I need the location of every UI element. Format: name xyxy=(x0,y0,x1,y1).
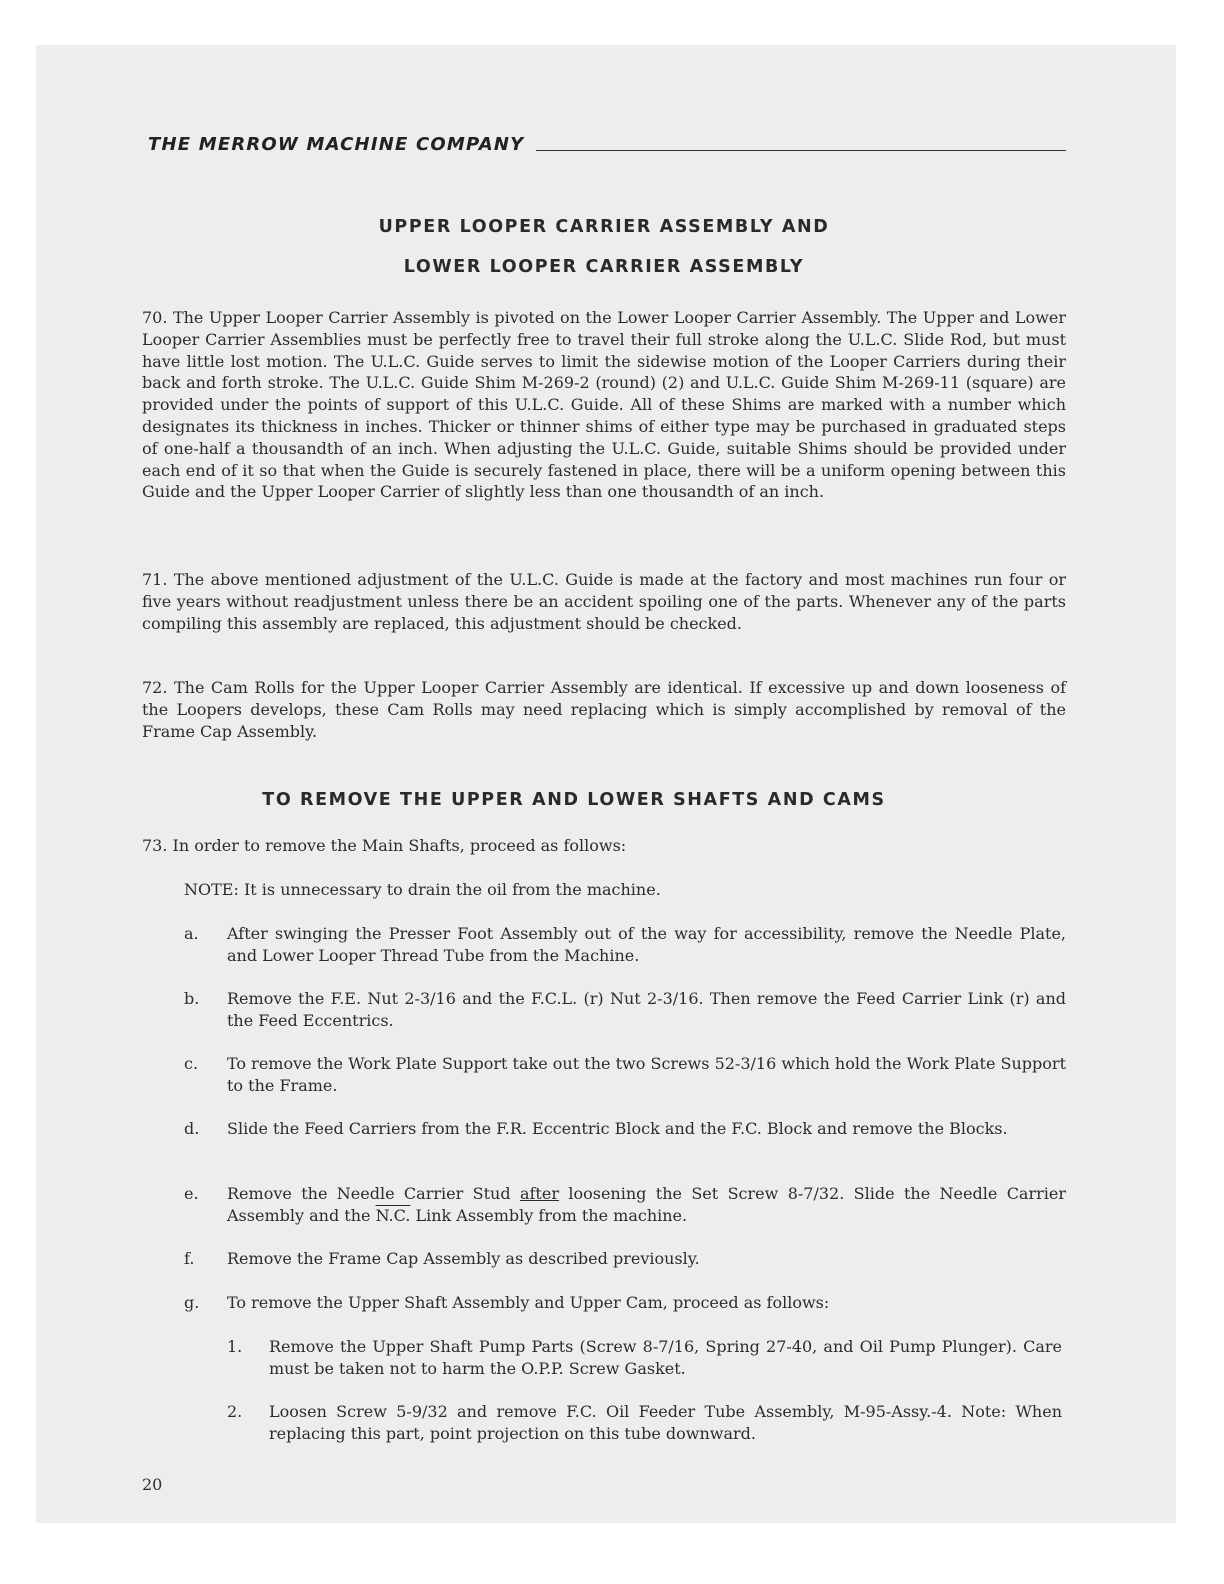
sub-list-item-text: Remove the Upper Shaft Pump Parts (Screw 8-7/16, Spring 27-40, and Oil Pump Plunger). Care must be taken not to harm the O.P.P. Screw Gasket. xyxy=(269,1337,1062,1378)
list-marker: d. xyxy=(184,1119,200,1138)
list-item xyxy=(184,1118,1066,1140)
list-item xyxy=(184,1183,1066,1227)
list-item-text: Remove the Frame Cap Assembly as described previously. xyxy=(227,1249,700,1268)
list-item-text: To remove the Work Plate Support take out the two Screws 52-3/16 which hold the Work Plate Support to the Frame. xyxy=(227,1054,1066,1095)
note: NOTE: It is unnecessary to drain the oil from the machine. xyxy=(184,880,661,899)
list-item-text: Remove the F.E. Nut 2-3/16 and the F.C.L. (r) Nut 2-3/16. Then remove the Feed Carrier Link (r) and the Feed Eccentrics. xyxy=(227,989,1066,1030)
list-marker: c. xyxy=(184,1054,199,1073)
sub-list-item-text: Loosen Screw 5-9/32 and remove F.C. Oil Feeder Tube Assembly, M-95-Assy.-4. Note: When replacing this part, point projection on this tube downward. xyxy=(269,1402,1062,1443)
running-header xyxy=(148,131,1066,155)
section-heading-line1: UPPER LOOPER CARRIER ASSEMBLY AND xyxy=(378,217,830,237)
list-item xyxy=(184,988,1066,1032)
document-page xyxy=(36,45,1176,1523)
sub-list-item xyxy=(227,1401,1062,1445)
underlined-word: after xyxy=(519,1184,559,1203)
list-item-text: Slide the Feed Carriers from the F.R. Eccentric Block and the F.C. Block and remove the Blocks. xyxy=(227,1119,1008,1138)
paragraph-72: 72. The Cam Rolls for the Upper Looper Carrier Assembly are identical. If excessive up and down looseness of the Loopers develops, these Cam Rolls may need replacing which is simply accomplished by removal of the Frame Cap Assembly. xyxy=(142,678,1066,741)
sub-list-marker: 2. xyxy=(227,1402,243,1421)
list-item-text: Remove the Needle Carrier Stud after loosening the Set Screw 8-7/32. Slide the Needle Carrier Assembly and the N.C. Link Assembly from the machine. xyxy=(227,1184,1067,1225)
sub-list-marker: 1. xyxy=(227,1337,243,1356)
list-marker: b. xyxy=(184,989,200,1008)
section-heading-shafts: TO REMOVE THE UPPER AND LOWER SHAFTS AND CAMS xyxy=(262,790,886,810)
paragraph-70: 70. The Upper Looper Carrier Assembly is pivoted on the Lower Looper Carrier Assembly. The Upper and Lower Looper Carrier Assemblies must be perfectly free to travel their full stroke along the U.L.C. Slide Rod, but must have little lost motion. The U.L.C. Guide serves to limit the sidewise motion of the Looper Carriers during their back and forth stroke. The U.L.C. Guide Shim M-269-2 (round) (2) and U.L.C. Guide Shim M-269-11 (square) are provided under the points of support of this U.L.C. Guide. All of these Shims are marked with a number which designates its thickness in inches. Thicker or thinner shims of either type may be purchased in graduated steps of one-half a thousandth of an inch. When adjusting the U.L.C. Guide, suitable Shims should be provided under each end of it so that when the Guide is securely fastened in place, there will be a uniform opening between this Guide and the Upper Looper Carrier of slightly less than one thousandth of an inch. xyxy=(142,308,1066,502)
list-marker: e. xyxy=(184,1184,199,1203)
page-number: 20 xyxy=(142,1475,163,1494)
list-item xyxy=(184,1248,1066,1270)
list-item xyxy=(184,1053,1066,1097)
paragraph-73: 73. In order to remove the Main Shafts, proceed as follows: xyxy=(142,836,627,855)
list-item xyxy=(184,1292,1066,1314)
company-name: THE MERROW MACHINE COMPANY xyxy=(148,134,525,155)
sub-list-item xyxy=(227,1336,1062,1380)
list-marker: a. xyxy=(184,924,199,943)
section-heading-line2: LOWER LOOPER CARRIER ASSEMBLY xyxy=(403,257,805,277)
header-rule xyxy=(536,150,1066,151)
list-item-text: After swinging the Presser Foot Assembly out of the way for accessibility, remove the Needle Plate, and Lower Looper Thread Tube from the Machine. xyxy=(227,924,1066,965)
list-marker: f. xyxy=(184,1249,195,1268)
list-marker: g. xyxy=(184,1293,200,1312)
list-item-text: To remove the Upper Shaft Assembly and Upper Cam, proceed as follows: xyxy=(227,1293,830,1312)
overlined-abbrev: N.C. xyxy=(375,1205,411,1225)
list-item xyxy=(184,923,1066,967)
paragraph-71: 71. The above mentioned adjustment of the U.L.C. Guide is made at the factory and most machines run four or five years without readjustment unless there be an accident spoiling one of the parts. Whenever any of the parts compiling this assembly are replaced, this adjustment should be checked. xyxy=(142,570,1066,633)
